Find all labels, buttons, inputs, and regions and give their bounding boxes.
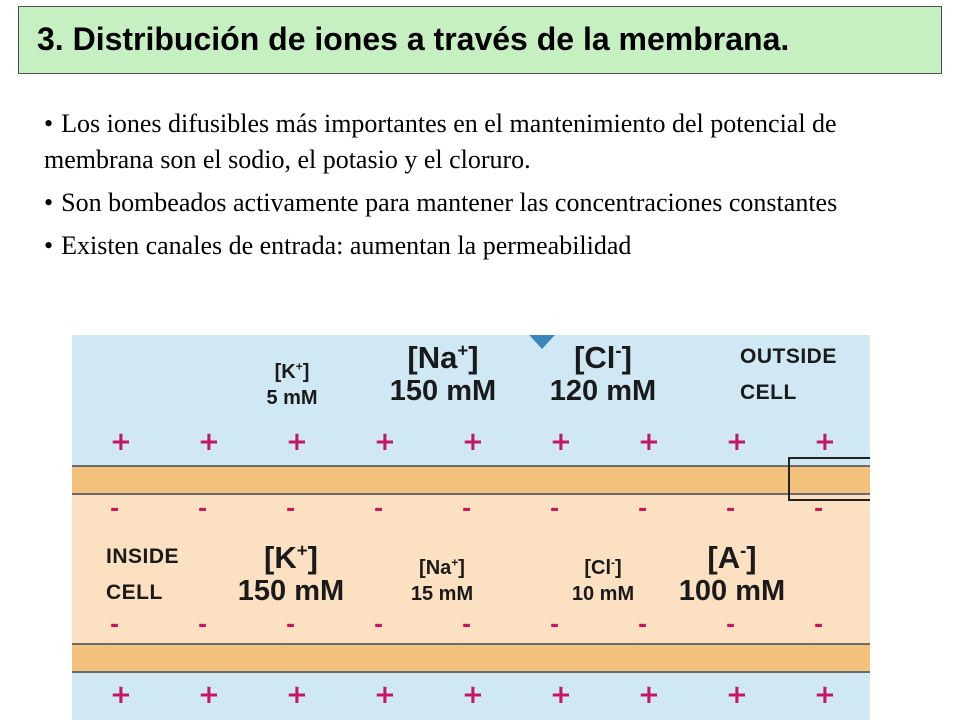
outside-cell-label: OUTSIDE CELL xyxy=(740,345,837,404)
minus-sign: - xyxy=(814,613,824,638)
plus-sign: + xyxy=(462,427,484,457)
plus-sign: + xyxy=(638,427,660,457)
inside-cl-conc: 10 mM xyxy=(571,583,635,605)
outside-cl-label: [Cl-] 120 mM xyxy=(530,341,676,407)
minus-sign: - xyxy=(374,497,384,522)
slide-title: 3. Distribución de iones a través de la membrana. xyxy=(37,21,790,57)
bullet-item xyxy=(44,228,924,264)
outside-k-label: [K+] 5 mM xyxy=(252,359,332,411)
plus-sign: + xyxy=(550,427,572,457)
inside-na-label: [Na+] 15 mM xyxy=(390,555,494,607)
inside-k-conc: 150 mM xyxy=(237,575,345,607)
minus-sign: - xyxy=(110,497,120,522)
bullet-text: Son bombeados activamente para mantener las concentraciones constantes xyxy=(61,188,838,217)
minus-sign: - xyxy=(110,613,120,638)
inside-a-label: [A-] 100 mM xyxy=(662,541,802,607)
inside-cell-label: INSIDE CELL xyxy=(106,545,180,604)
plus-sign: + xyxy=(550,680,572,710)
plus-sign: + xyxy=(110,680,132,710)
plus-sign: + xyxy=(814,427,836,457)
inside-cl-label: [Cl-] 10 mM xyxy=(552,555,654,607)
plus-sign: + xyxy=(198,427,220,457)
minus-sign: - xyxy=(198,497,208,522)
outside-na-label: [Na+] 150 mM xyxy=(368,341,518,407)
minus-sign: - xyxy=(550,613,560,638)
bullet-list xyxy=(44,106,924,271)
bullet-dot: • xyxy=(44,231,54,260)
minus-sign: - xyxy=(550,497,560,522)
minus-sign: - xyxy=(374,613,384,638)
minus-sign: - xyxy=(286,497,296,522)
membrane-top xyxy=(72,467,870,493)
plus-sign: + xyxy=(198,680,220,710)
plus-sign: + xyxy=(814,680,836,710)
minus-sign: - xyxy=(286,613,296,638)
minus-sign: - xyxy=(198,613,208,638)
plus-sign: + xyxy=(286,680,308,710)
minus-sign: - xyxy=(814,497,824,522)
minus-sign: - xyxy=(638,497,648,522)
plus-sign: + xyxy=(726,680,748,710)
plus-sign: + xyxy=(726,427,748,457)
minus-sign: - xyxy=(638,613,648,638)
plus-sign: + xyxy=(374,680,396,710)
bullet-text: Los iones difusibles más importantes en el mantenimiento del potencial de membrana son el sodio, el potasio y el cloruro. xyxy=(44,109,837,174)
plus-sign: + xyxy=(638,680,660,710)
inside-na-conc: 15 mM xyxy=(410,583,474,605)
plus-sign: + xyxy=(110,427,132,457)
membrane-diagram xyxy=(72,335,870,720)
outside-na-conc: 150 mM xyxy=(389,375,497,407)
inside-a-conc: 100 mM xyxy=(678,575,786,607)
plus-sign: + xyxy=(462,680,484,710)
bullet-item xyxy=(44,185,924,221)
outside-cl-conc: 120 mM xyxy=(549,375,657,407)
minus-sign: - xyxy=(462,613,472,638)
title-box xyxy=(18,6,942,74)
minus-sign: - xyxy=(726,613,736,638)
bullet-item xyxy=(44,106,924,178)
minus-sign: - xyxy=(726,497,736,522)
plus-sign: + xyxy=(374,427,396,457)
bullet-dot: • xyxy=(44,109,54,138)
bullet-text: Existen canales de entrada: aumentan la permeabilidad xyxy=(61,231,632,260)
bullet-dot: • xyxy=(44,188,54,217)
outside-k-conc: 5 mM xyxy=(266,387,318,409)
membrane-bottom xyxy=(72,645,870,671)
inside-k-label: [K+] 150 mM xyxy=(220,541,362,607)
plus-sign: + xyxy=(286,427,308,457)
membrane-highlight-box xyxy=(788,457,870,501)
minus-sign: - xyxy=(462,497,472,522)
